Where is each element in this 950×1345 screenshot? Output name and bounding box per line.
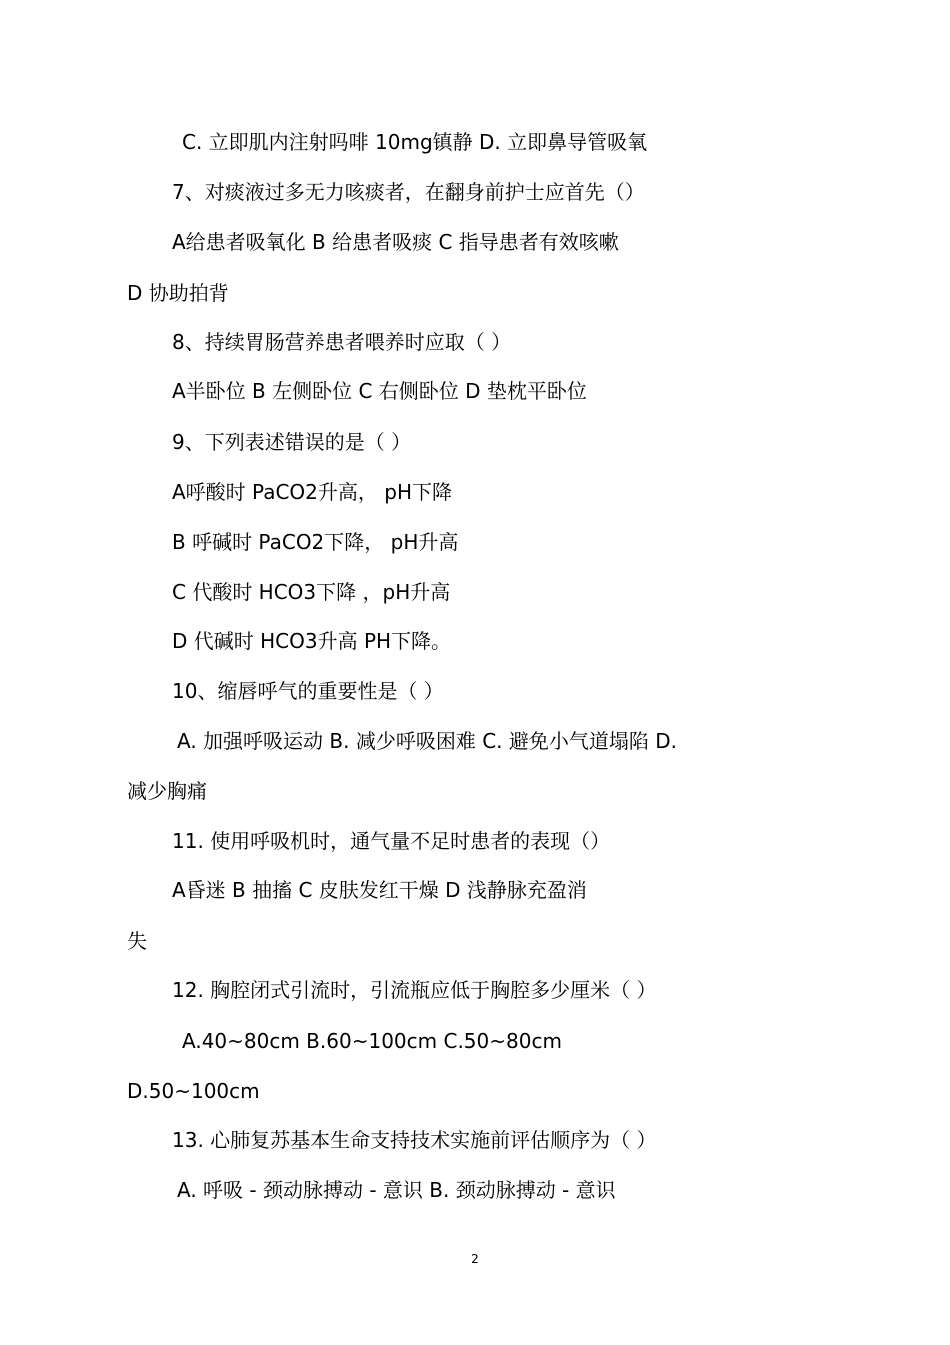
question-11: 11. 使用呼吸机时，通气量不足时患者的表现（）	[172, 829, 611, 853]
question-10: 10、缩唇呼气的重要性是（ ）	[172, 679, 444, 703]
page-number: 2	[471, 1252, 479, 1266]
option-line-q6-c-d: C. 立即肌内注射吗啡 10mg镇静 D. 立即鼻导管吸氧	[182, 130, 648, 154]
option-q10-d-text: 减少胸痛	[127, 779, 207, 803]
question-9: 9、下列表述错误的是（ ）	[172, 430, 412, 454]
question-13: 13. 心肺复苏基本生命支持技术实施前评估顺序为（ ）	[172, 1128, 657, 1152]
option-q7-d: D 协助拍背	[127, 281, 229, 305]
question-8: 8、持续胃肠营养患者喂养时应取（ ）	[172, 330, 512, 354]
option-q9-c: C 代酸时 HCO3下降 ，pH升高	[172, 580, 451, 604]
options-q8: A半卧位 B 左侧卧位 C 右侧卧位 D 垫枕平卧位	[172, 379, 587, 403]
options-q11-continued: 失	[127, 929, 147, 953]
options-q11: A昏迷 B 抽搐 C 皮肤发红干燥 D 浅静脉充盈消	[172, 878, 587, 902]
option-q9-b: B 呼碱时 PaCO2下降， pH升高	[172, 530, 459, 554]
options-q10-a-b-c-d: A. 加强呼吸运动 B. 减少呼吸困难 C. 避免小气道塌陷 D.	[177, 729, 677, 753]
options-q7-a-b-c: A给患者吸氧化 B 给患者吸痰 C 指导患者有效咳嗽	[172, 230, 619, 254]
option-q9-a: A呼酸时 PaCO2升高， pH下降	[172, 480, 452, 504]
options-q13-a-b: A. 呼吸 - 颈动脉搏动 - 意识 B. 颈动脉搏动 - 意识	[177, 1178, 616, 1202]
question-12: 12. 胸腔闭式引流时，引流瓶应低于胸腔多少厘米（ ）	[172, 978, 657, 1002]
options-q12-a-b-c: A.40~80cm B.60~100cm C.50~80cm	[182, 1029, 562, 1053]
option-q9-d: D 代碱时 HCO3升高 PH下降。	[172, 629, 452, 653]
option-q12-d: D.50~100cm	[127, 1079, 260, 1103]
question-7: 7、对痰液过多无力咳痰者，在翻身前护士应首先（）	[172, 180, 645, 204]
